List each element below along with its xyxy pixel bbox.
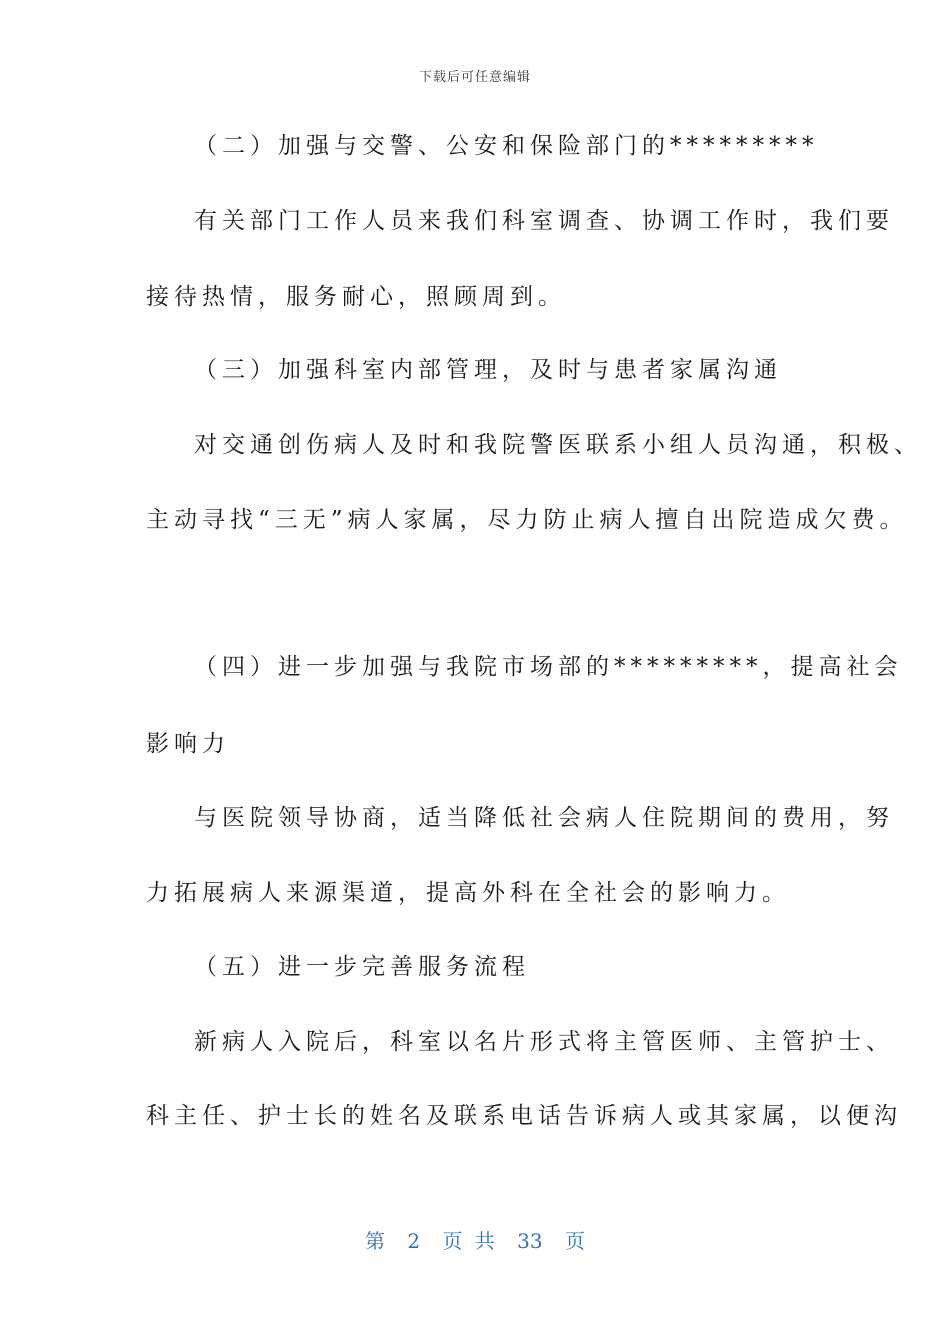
footer-page-number: 2 [407,1229,421,1253]
footer-total-pages: 33 [517,1229,543,1253]
header-note: 下载后可任意编辑 [418,70,531,85]
paragraph-line: 接待热情，服务耐心，照顾周到。 [146,284,566,310]
footer-prefix: 第 [365,1229,385,1253]
paragraph-line: 对交通创伤病人及时和我院警医联系小组人员沟通，积极、 [194,432,922,458]
section-heading-5: （五）进一步完善服务流程 [194,954,530,980]
paragraph-line: 与医院领导协商，适当降低社会病人住院期间的费用，努 [194,805,894,831]
page-footer [0,1225,950,1254]
paragraph-line: 有关部门工作人员来我们科室调查、协调工作时，我们要 [194,208,894,234]
section-heading-2: （二）加强与交警、公安和保险部门的********* [194,133,819,159]
paragraph-line: 新病人入院后，科室以名片形式将主管医师、主管护士、 [194,1029,894,1055]
section-heading-3: （三）加强科室内部管理，及时与患者家属沟通 [194,357,782,383]
paragraph-line: 力拓展病人来源渠道，提高外科在全社会的影响力。 [146,880,790,906]
footer-suffix: 页 [564,1229,585,1253]
paragraph-line: 科主任、护士长的姓名及联系电话告诉病人或其家属，以便沟 [146,1103,902,1129]
footer-middle: 页 共 [442,1229,495,1253]
section-heading-4: （四）进一步加强与我院市场部的*********，提高社会 [194,654,903,680]
section-heading-4-continued: 影响力 [146,731,230,757]
paragraph-line: 主动寻找“三无”病人家属，尽力防止病人擅自出院造成欠费。 [146,507,908,533]
